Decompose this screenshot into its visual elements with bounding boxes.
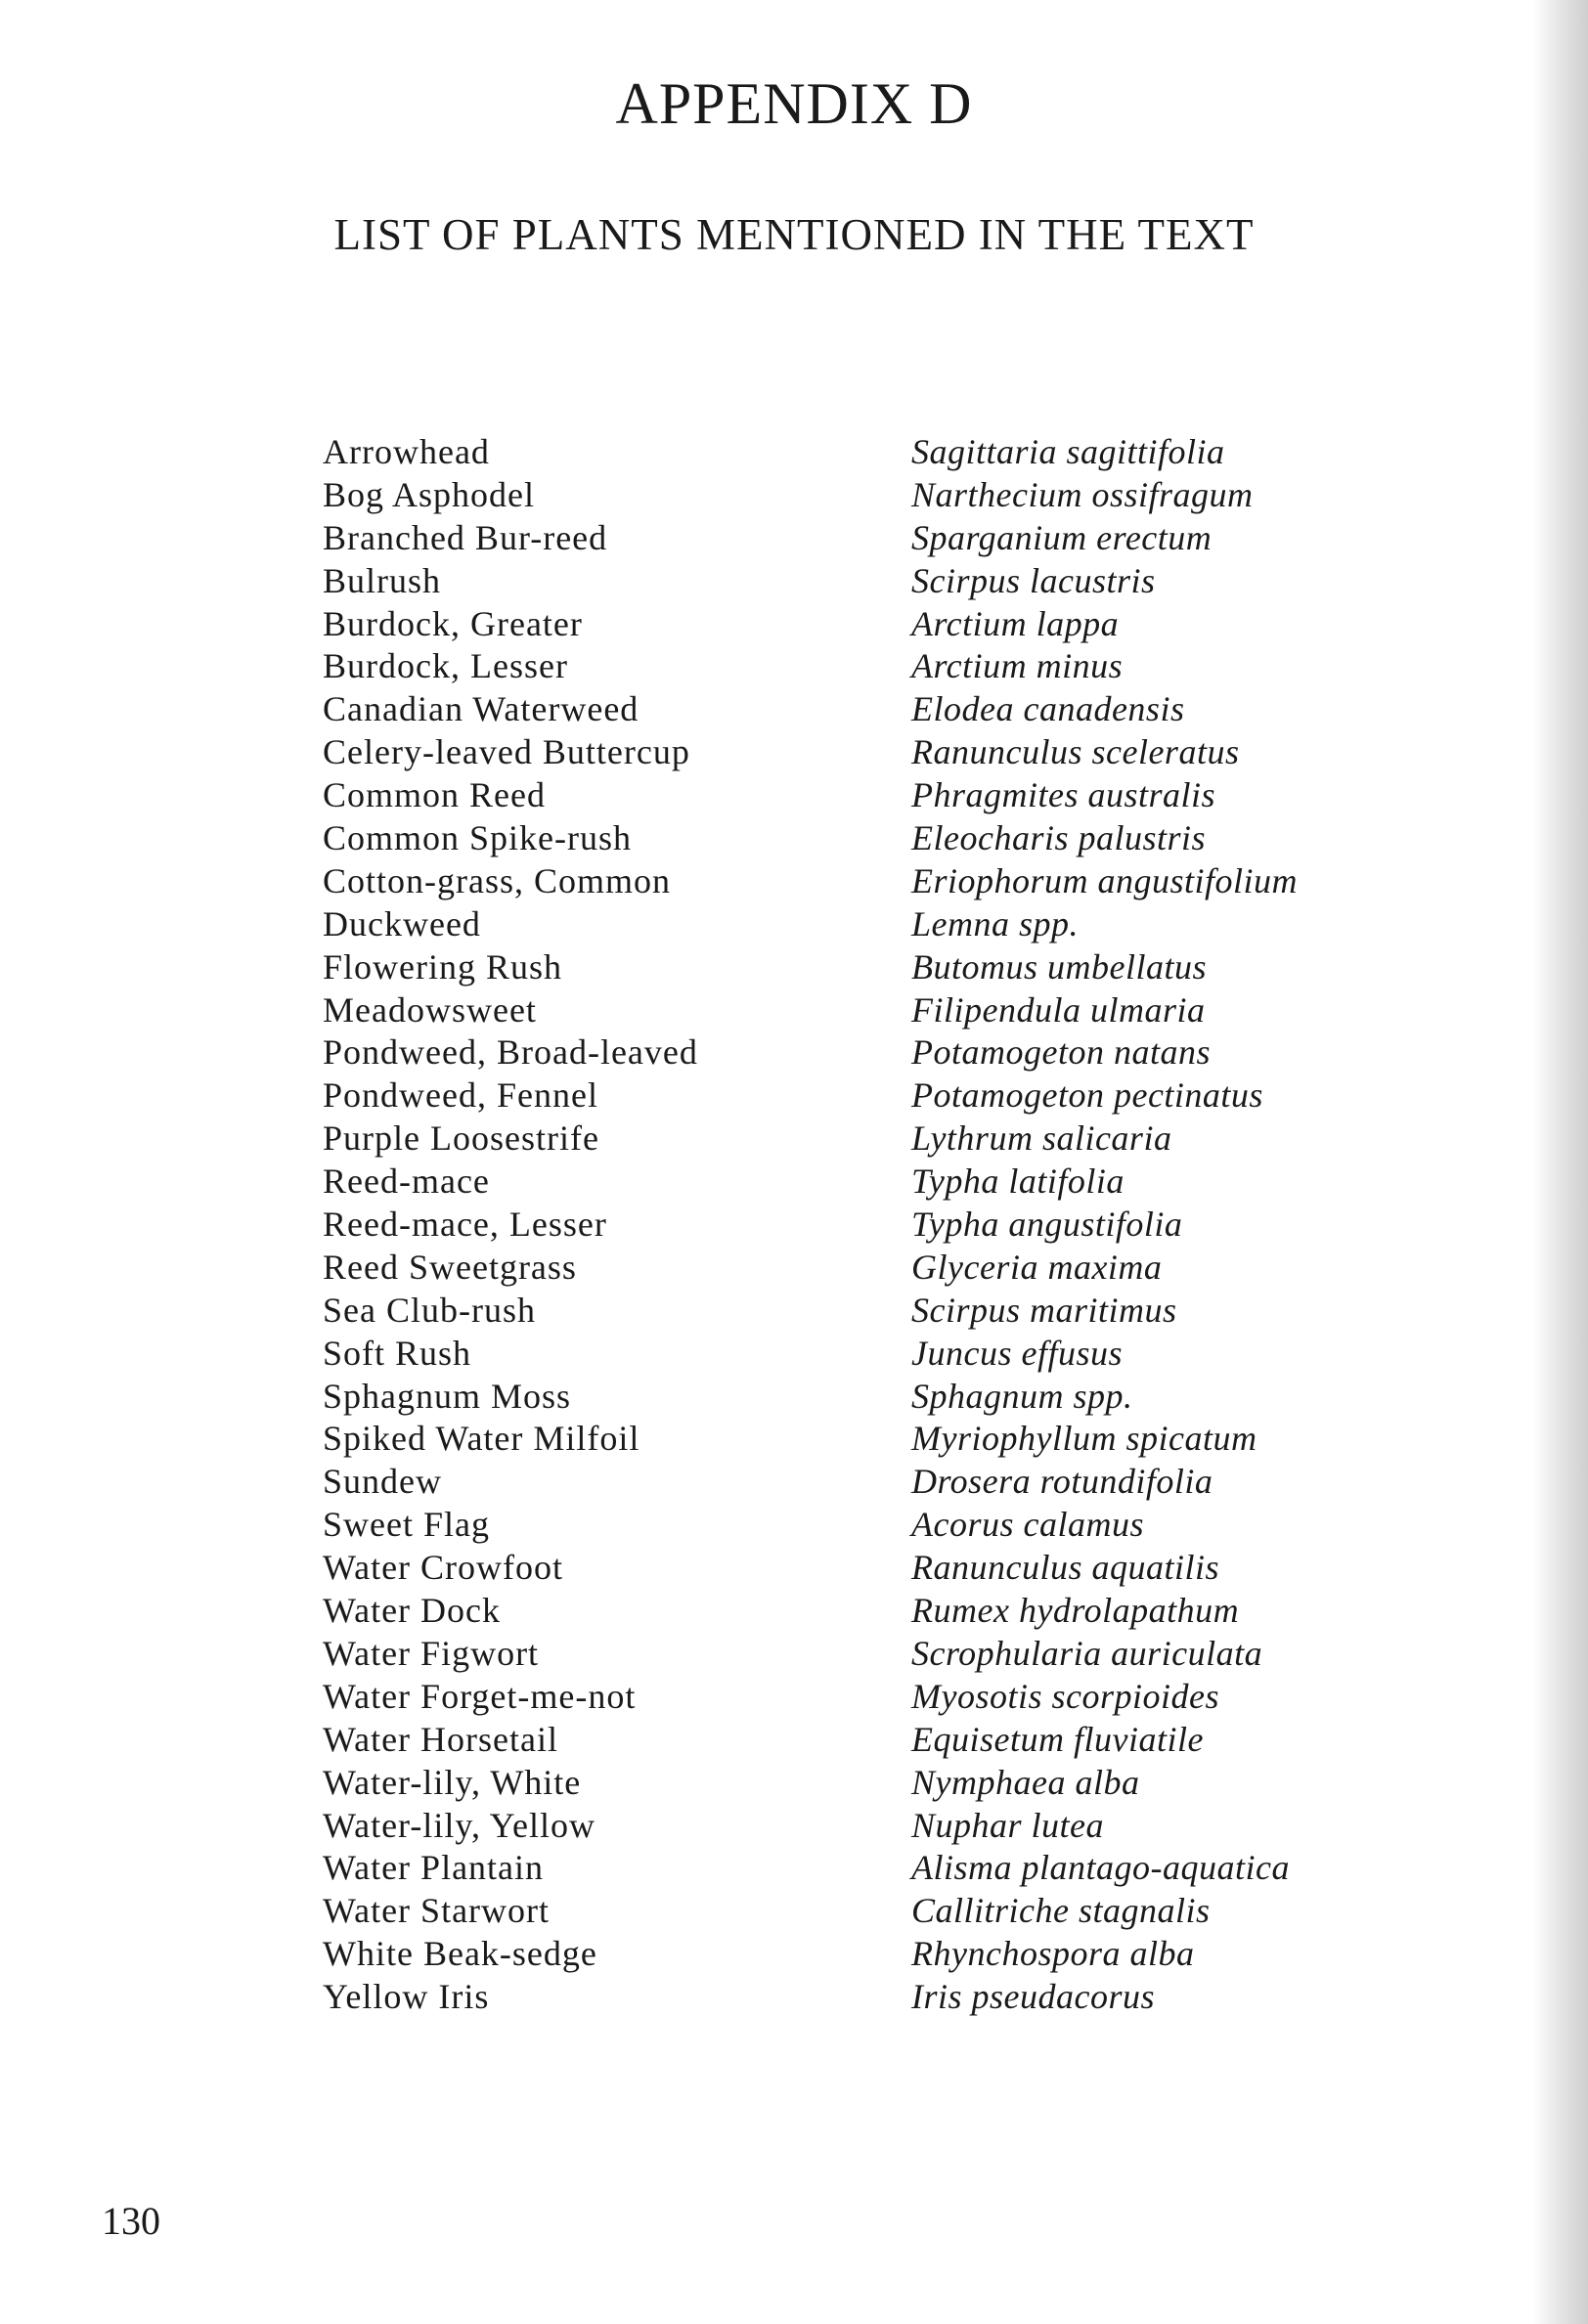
plant-row (323, 560, 1379, 603)
plant-row (323, 1247, 1379, 1290)
plant-common-name: Burdock, Greater (323, 603, 583, 643)
plant-row (323, 903, 1379, 946)
plant-common-name: Common Spike-rush (323, 818, 633, 858)
page-number: 130 (102, 2199, 160, 2243)
plant-latin-name: Potamogeton pectinatus (911, 1075, 1263, 1116)
plant-common-name: Water Crowfoot (323, 1548, 564, 1588)
plant-row (323, 946, 1379, 989)
plant-latin-name: Filipendula ulmaria (911, 989, 1206, 1030)
plant-latin-name: Eleocharis palustris (911, 818, 1207, 858)
plant-latin-name: Scrophularia auriculata (911, 1633, 1263, 1673)
plant-row (323, 1504, 1379, 1547)
plant-latin-name: Lemna spp. (911, 903, 1080, 943)
plant-common-name: Yellow Iris (323, 1977, 490, 2017)
plant-row (323, 1976, 1379, 2019)
plant-common-name: Sweet Flag (323, 1505, 490, 1545)
plant-common-name: Reed-mace, Lesser (323, 1205, 607, 1245)
plant-latin-name: Butomus umbellatus (911, 946, 1207, 987)
plant-latin-name: Elodea canadensis (911, 689, 1185, 729)
plant-latin-name: Ranunculus sceleratus (911, 732, 1240, 772)
plant-latin-name: Eriophorum angustifolium (911, 860, 1299, 900)
plant-latin-name: Scirpus maritimus (911, 1290, 1177, 1330)
plant-latin-name: Typha angustifolia (911, 1205, 1183, 1245)
plant-latin-name: Alisma plantago-aquatica (911, 1848, 1290, 1888)
plant-common-name: Reed-mace (323, 1162, 490, 1202)
plant-latin-name: Typha latifolia (911, 1162, 1125, 1202)
plant-common-name: Water Dock (323, 1591, 502, 1631)
plant-latin-name: Callitriche stagnalis (911, 1891, 1211, 1931)
plant-common-name: Burdock, Lesser (323, 646, 568, 686)
plant-row (323, 731, 1379, 774)
plant-latin-name: Scirpus lacustris (911, 560, 1156, 600)
plant-row (323, 1290, 1379, 1333)
plant-row (323, 474, 1379, 517)
plant-common-name: Duckweed (323, 903, 481, 943)
plant-row (323, 1074, 1379, 1118)
plant-latin-name: Acorus calamus (911, 1505, 1144, 1545)
plant-row (323, 774, 1379, 817)
plant-common-name: Meadowsweet (323, 989, 537, 1030)
plant-common-name: Sundew (323, 1462, 442, 1502)
plant-latin-name: Arctium lappa (911, 603, 1120, 643)
plant-latin-name: Sphagnum spp. (911, 1376, 1133, 1416)
plant-common-name: Common Reed (323, 775, 546, 815)
plant-latin-name: Equisetum fluviatile (911, 1719, 1204, 1759)
plant-latin-name: Potamogeton natans (911, 1032, 1211, 1073)
plant-list (323, 431, 1379, 2019)
plant-common-name: Water-lily, Yellow (323, 1805, 596, 1845)
plant-latin-name: Rhynchospora alba (911, 1934, 1195, 1974)
plant-row (323, 1719, 1379, 1762)
plant-common-name: Celery-leaved Buttercup (323, 732, 690, 772)
plant-latin-name: Rumex hydrolapathum (911, 1591, 1240, 1631)
plant-common-name: Soft Rush (323, 1333, 472, 1373)
plant-row (323, 517, 1379, 560)
plant-common-name: White Beak-sedge (323, 1934, 597, 1974)
plant-latin-name: Phragmites australis (911, 775, 1216, 815)
plant-row (323, 431, 1379, 474)
plant-row (323, 860, 1379, 903)
appendix-title: APPENDIX D (615, 71, 973, 136)
plant-latin-name: Sagittaria sagittifolia (911, 432, 1225, 471)
plant-common-name: Cotton-grass, Common (323, 860, 672, 900)
plant-common-name: Bog Asphodel (323, 474, 536, 514)
plant-common-name: Water-lily, White (323, 1762, 582, 1802)
plant-common-name: Sea Club-rush (323, 1290, 536, 1330)
plant-latin-name: Glyceria maxima (911, 1247, 1163, 1287)
plant-row (323, 1890, 1379, 1933)
plant-row (323, 1933, 1379, 1976)
plant-common-name: Bulrush (323, 560, 442, 600)
plant-latin-name: Juncus effusus (911, 1333, 1123, 1373)
plant-common-name: Water Starwort (323, 1891, 551, 1931)
plant-common-name: Pondweed, Fennel (323, 1075, 598, 1116)
plant-common-name: Purple Loosestrife (323, 1118, 599, 1159)
plant-row (323, 1376, 1379, 1419)
plant-latin-name: Nymphaea alba (911, 1762, 1140, 1802)
plant-row (323, 1204, 1379, 1247)
plant-common-name: Water Horsetail (323, 1719, 559, 1759)
plant-latin-name: Ranunculus aquatilis (911, 1548, 1219, 1588)
plant-common-name: Water Figwort (323, 1633, 540, 1673)
plant-common-name: Water Forget-me-not (323, 1676, 637, 1716)
plant-latin-name: Myriophyllum spicatum (911, 1419, 1257, 1459)
plant-row (323, 1805, 1379, 1848)
plant-row (323, 1633, 1379, 1676)
plant-row (323, 1118, 1379, 1161)
plant-row (323, 1333, 1379, 1376)
plant-latin-name: Nuphar lutea (911, 1805, 1105, 1845)
plant-latin-name: Drosera rotundifolia (911, 1462, 1213, 1502)
plant-row (323, 989, 1379, 1032)
plant-common-name: Flowering Rush (323, 946, 563, 987)
plant-common-name: Branched Bur-reed (323, 517, 608, 557)
plant-common-name: Reed Sweetgrass (323, 1247, 577, 1287)
plant-latin-name: Iris pseudacorus (911, 1977, 1155, 2017)
list-subtitle: LIST OF PLANTS MENTIONED IN THE TEXT (333, 210, 1255, 259)
plant-row (323, 1676, 1379, 1719)
plant-latin-name: Lythrum salicaria (911, 1118, 1172, 1159)
plant-row (323, 1762, 1379, 1805)
plant-common-name: Water Plantain (323, 1848, 545, 1888)
plant-latin-name: Narthecium ossifragum (911, 474, 1254, 514)
plant-row (323, 1461, 1379, 1504)
plant-common-name: Spiked Water Milfoil (323, 1419, 640, 1459)
plant-common-name: Arrowhead (323, 432, 490, 471)
plant-row (323, 1847, 1379, 1890)
plant-common-name: Sphagnum Moss (323, 1376, 572, 1416)
plant-common-name: Canadian Waterweed (323, 689, 640, 729)
plant-row (323, 1031, 1379, 1074)
plant-row (323, 817, 1379, 860)
plant-row (323, 1161, 1379, 1204)
plant-row (323, 603, 1379, 646)
plant-row (323, 1547, 1379, 1590)
plant-latin-name: Sparganium erectum (911, 517, 1213, 557)
plant-latin-name: Myosotis scorpioides (911, 1676, 1219, 1716)
plant-row (323, 1590, 1379, 1633)
plant-row (323, 645, 1379, 688)
plant-latin-name: Arctium minus (911, 646, 1124, 686)
plant-row (323, 688, 1379, 731)
plant-row (323, 1418, 1379, 1461)
plant-common-name: Pondweed, Broad-leaved (323, 1032, 698, 1073)
